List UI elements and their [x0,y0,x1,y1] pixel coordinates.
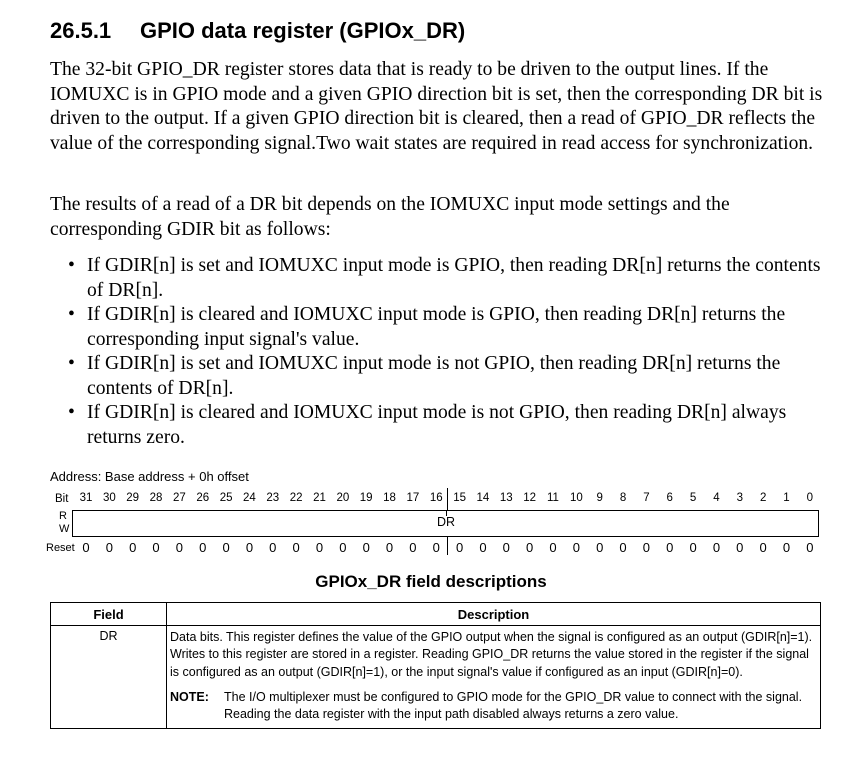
bit-number: 21 [313,492,326,504]
reset-bit: 0 [409,540,417,555]
reset-bit: 0 [432,540,440,555]
list-item [68,303,833,352]
reset-bit: 0 [689,540,697,555]
bit-number: 29 [126,492,140,504]
paragraph-intro: The 32-bit GPIO_DR register stores data that is ready to be driven to the output lines. If the IOMUXC is in GPIO mode and a given GPIO direction bit is set, then the corresponding DR bit is driven to the output. If a given GPIO direction bit is cleared, then a read of GPIO_DR reflects the value of the corresponding signal.Two wait states are required in read access for synchronization. [50,59,823,154]
reset-bit: 0 [712,540,721,555]
table-row [51,626,821,729]
reset-bit: 0 [642,540,650,555]
description-text: Data bits. This register defines the value of the GPIO output when the signal is configured as an output (GDIR[n]=1). Writes to this register are stored in a register. Reading GPIO_DR returns the value stored in the register if the signal is configured as an output (GDIR[n]=1), or the input signal's value if configured as an input (GDIR[n]=0). [170,630,813,679]
bit-number: 30 [102,492,116,504]
bit-label: Bit [55,493,69,505]
reset-bit: 0 [129,540,137,555]
reset-bit: 0 [619,540,627,555]
bit-number: 13 [499,492,513,504]
read-label: R [59,510,67,522]
bit-number: 16 [429,492,443,504]
bit-number: 19 [359,492,373,504]
bit-number: 10 [569,492,583,504]
bit-number: 18 [383,492,396,504]
reset-bit: 0 [759,540,767,555]
half-divider-top [447,488,448,510]
bit-number: 4 [713,492,720,504]
section-number: 26.5.1 [50,18,112,43]
bit-number: 15 [453,492,466,504]
reset-bit: 0 [736,540,744,555]
bullet-text: If GDIR[n] is cleared and IOMUXC input mode is not GPIO, then reading DR[n] always returns zero. [87,402,792,448]
bit-number: 23 [266,492,280,504]
reset-bit: 0 [152,540,160,555]
field-descriptions-table [50,602,821,729]
list-item [68,352,833,401]
reset-bit: 0 [526,540,534,555]
note-text: The I/O multiplexer must be configured to GPIO mode for the GPIO_DR value to connect with the signal. Reading the data register with the input path disabled always returns a zero value. [224,689,803,722]
paragraph-read-results: The results of a read of a DR bit depends on the IOMUXC input mode settings and the corresponding GDIR bit as follows: [50,194,730,240]
section-title: GPIO data register (GPIOx_DR) [140,18,466,43]
list-item [68,254,833,303]
reset-label: Reset [46,542,75,554]
bit-number: 11 [547,492,559,504]
bullet-text: If GDIR[n] is cleared and IOMUXC input mode is GPIO, then reading DR[n] returns the corresponding input signal's value. [87,304,791,350]
bit-number: 17 [406,492,420,504]
bullet-list [68,254,833,450]
bit-number: 0 [806,492,814,504]
reset-bit: 0 [549,540,557,555]
table-header-row [51,603,821,626]
half-divider-bottom [447,537,448,555]
list-item [68,401,833,450]
bit-number: 14 [476,492,490,504]
bullet-text: If GDIR[n] is set and IOMUXC input mode is not GPIO, then reading DR[n] returns the contents of DR[n]. [87,353,786,399]
reset-bit: 0 [479,540,487,555]
bit-number: 20 [336,492,350,504]
bullet-dot: • [68,304,75,325]
field-cell: DR [51,626,167,729]
bullet-text: If GDIR[n] is set and IOMUXC input mode is GPIO, then reading DR[n] returns the contents of DR[n]. [87,255,826,301]
reset-bit: 0 [292,540,300,555]
bit-number: 26 [196,492,210,504]
reset-bit: 0 [175,540,183,555]
bullet-dot: • [68,353,75,374]
write-label: W [59,523,70,535]
register-field-name: DR [437,515,456,529]
reset-bit: 0 [362,540,370,555]
bit-number: 28 [149,492,163,504]
reset-bit: 0 [222,540,230,555]
reset-bit: 0 [385,540,394,555]
reset-bit: 0 [502,540,510,555]
reset-bit: 0 [596,540,604,555]
reset-bit: 0 [782,540,791,555]
reset-bit: 0 [269,540,277,555]
column-header-description: Description [167,603,821,626]
bit-number: 2 [759,492,767,504]
reset-bit: 0 [572,540,580,555]
reset-bit: 0 [455,540,464,555]
section-heading [50,18,465,44]
reset-bit: 0 [199,540,207,555]
note-label: NOTE: [170,689,209,704]
column-header-field: Field [51,603,167,626]
bit-number: 12 [523,492,537,504]
note-block [170,689,816,724]
reset-bit: 0 [105,540,113,555]
bit-number: 25 [219,492,233,504]
reset-bit: 0 [82,540,90,555]
bullet-dot: • [68,402,75,423]
bit-number: 9 [596,492,603,504]
bit-number: 6 [666,492,673,504]
reset-bit: 0 [315,540,324,555]
register-address: Address: Base address + 0h offset [50,469,249,484]
bit-number: 8 [619,492,627,504]
reset-bit: 0 [245,540,254,555]
reset-bit: 0 [666,540,674,555]
bullet-dot: • [68,255,75,276]
bit-number: 5 [689,492,697,504]
bit-number: 1 [783,492,790,504]
bit-number: 22 [289,492,303,504]
bit-number: 7 [643,492,650,504]
description-cell [167,626,821,729]
bit-number: 27 [172,492,186,504]
bit-number: 3 [736,492,743,504]
table-title: GPIOx_DR field descriptions [315,572,547,591]
bit-number: 31 [79,492,93,504]
reset-bit: 0 [339,540,347,555]
reset-bit: 0 [806,540,814,555]
bit-number: 24 [243,492,256,504]
